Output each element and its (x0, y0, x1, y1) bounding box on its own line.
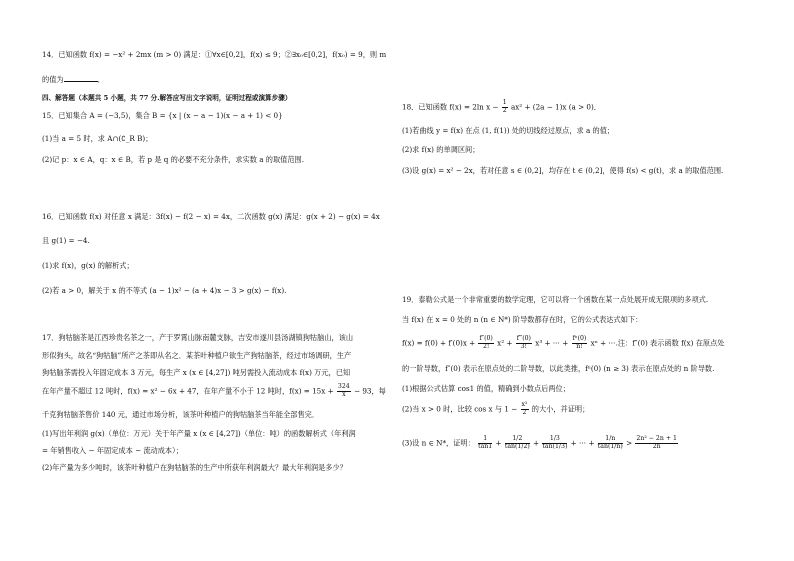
q16-line2: 且 g(1) = −4. (42, 236, 90, 245)
fraction-denominator: tan(1/3) (542, 442, 568, 450)
term-2 (505, 436, 530, 451)
q19-line5: (1)根据公式估算 cos1 的值，精确到小数点后两位； (402, 384, 570, 393)
fraction-denominator: x (342, 390, 346, 398)
q17-line6: (1)写出年利润 g(x)（单位：万元）关于年产量 x (x ∈ [4,27])（单位：吨）的函数解析式（年利润 (42, 429, 356, 438)
fraction-denominator: tan1 (478, 442, 493, 450)
fraction-numerator: 1 (478, 436, 492, 444)
fraction-324-over-x (337, 384, 351, 399)
q16-line4: (2)若 a > 0，解关于 x 的不等式 (a − 1)x² − (a + 4)x − 3 > g(x) − f(x). (42, 286, 287, 295)
q16-line1: 16．已知函数 f(x) 对任意 x 满足：3f(x) − f(2 − x) = 4x，二次函数 g(x) 满足：g(x + 2) − g(x) = 4x (42, 212, 380, 221)
q18-line1-a: 18．已知函数 f(x) = 2ln x − (402, 102, 499, 112)
answer-blank (64, 75, 98, 82)
q18-line1-b: ax² + (2a − 1)x (a > 0)． (510, 102, 601, 112)
term-3 (542, 436, 567, 451)
q14-line2-suffix: ． (97, 75, 105, 84)
q17-line1: 17．狗牯脑茶是江西珍贵名茶之一，产于罗霄山脉南麓支脉，吉安市遂川县汤湖镇狗牯脑山，该山 (42, 333, 354, 342)
q17-line5: 千克狗牯脑茶售价 140 元，通过市场分析，该茶叶种植户的狗牯脑茶当年能全部售完． (42, 410, 320, 419)
fraction-denominator: tan(1/2) (504, 442, 530, 450)
q17-line3: 狗牯脑茶需投入年固定成本 3 万元，每生产 x (x ∈ [4,27]) 吨另需投入流动成本 f(x) 万元，已知 (42, 368, 351, 377)
taylor-c: x³ + ⋯ + (535, 338, 569, 348)
fraction-denominator: tan(1/n) (597, 442, 623, 450)
fraction-denominator: 2! (482, 342, 490, 350)
fraction-x-squared-half (521, 402, 529, 417)
fraction-numerator: fⁿ(0) (572, 335, 587, 342)
plus-sign: + (533, 438, 540, 448)
q18-line4: (3)设 g(x) = x² − 2x，若对任意 s ∈ (0,2]，均存在 t ∈ (0,2]，使得 f(s) < g(t)，求 a 的取值范围. (402, 166, 724, 175)
fraction-numerator: f‴(0) (516, 335, 531, 342)
q17-line8: (2)年产量为多少吨时，该茶叶种植户在狗牯脑茶的生产中所获年利润最大？最大年利润是多少？ (42, 463, 347, 472)
fraction-numerator: 1/n (598, 436, 623, 444)
q19-line7 (402, 436, 679, 451)
q19-line7-a: (3)设 n ∈ N*，证明： (402, 438, 475, 448)
fraction-third-derivative (516, 336, 532, 351)
q18-line1 (402, 100, 601, 115)
taylor-b: x² + (497, 338, 513, 348)
q17-line7: = 年销售收入 − 年固定成本 − 流动成本）； (42, 446, 183, 455)
term-1 (478, 436, 492, 451)
ellipsis-sum: + ⋯ + (570, 438, 595, 448)
q19-line6-a: (2)当 x > 0 时，比较 cos x 与 1 − (402, 404, 518, 414)
q18-line2: (1)若曲线 y = f(x) 在点 (1, f(1)) 处的切线经过原点，求 a 的值； (402, 126, 615, 135)
fraction-numerator: 324 (337, 383, 350, 390)
greater-than: > (626, 438, 633, 448)
q19-line1: 19．泰勒公式是一个非常重要的数学定理，它可以将一个函数在某一点处展开成无限项的多项式. (402, 295, 709, 304)
fraction-numerator: 1 (502, 99, 507, 106)
q19-line6 (402, 402, 589, 417)
q14-line2 (42, 75, 105, 85)
fraction-denominator: n! (576, 342, 583, 350)
term-n (598, 436, 623, 451)
taylor-d: xⁿ + ⋯.注：f″(0) 表示函数 f(x) 在原点处 (590, 338, 725, 348)
q19-line4: 的一阶导数，f″(0) 表示在原点处的二阶导数，以此类推，fⁿ(0) (n ≥ 3) 表示在原点处的 n 阶导数. (402, 364, 715, 373)
rhs-fraction (635, 436, 678, 451)
q19-line2: 当 f(x) 在 x = 0 处的 n (n ∈ N*) 阶导数都存在时，它的公式表达式如下： (402, 315, 643, 324)
q15-line3: (2)记 p：x ∈ A，q：x ∈ B，若 p 是 q 的必要不充分条件，求实数 a 的取值范围. (42, 155, 305, 164)
fraction-numerator: 1/3 (542, 436, 567, 444)
q14-line1: 14．已知函数 f(x) = −x² + 2mx (m > 0) 满足：①∀x∈[0,2]，f(x) ≤ 9；②∃x₀∈[0,2]，f(x₀) = 9，则 m (42, 50, 387, 59)
fraction-numerator: 2n² − 2n + 1 (636, 435, 677, 442)
q17-line2: 形似狗头，故名“狗牯脑”所产之茶即从名之．某茶叶种植户欲生产狗牯脑茶，经过市场调研，生产 (42, 351, 352, 360)
fraction-nth-derivative (572, 336, 588, 351)
fraction-denominator: 3! (520, 342, 528, 350)
fraction-numerator: x² (521, 401, 528, 408)
q17-line4-a: 在年产量不超过 12 吨时，f(x) = x² − 6x + 47，在年产量不小于 12 吨时，f(x) = 15x + (42, 386, 334, 396)
fraction-second-derivative (478, 336, 493, 351)
fraction-denominator: 2 (522, 408, 527, 416)
fraction-numerator: 1/2 (505, 436, 530, 444)
plus-sign: + (495, 438, 502, 448)
q19-line3 (402, 336, 724, 351)
q15-line1: 15．已知集合 A = (−3,5)，集合 B = {x | (x − a − 1)(x − a + 1) < 0} (42, 111, 283, 120)
fraction-numerator: f″(0) (479, 335, 493, 342)
fraction-one-half (502, 100, 508, 115)
q16-line3: (1)求 f(x)，g(x) 的解析式； (42, 261, 134, 270)
section-heading: 四、解答题（本题共 5 小题，共 77 分.解答应写出文字说明，证明过程或演算步骤） (42, 94, 292, 102)
q18-line3: (2)求 f(x) 的单调区间； (402, 145, 480, 154)
fraction-denominator: 2n (652, 442, 661, 450)
q17-line4-b: − 93，每 (354, 386, 386, 396)
q14-line2-prefix: 的值为 (42, 75, 64, 84)
fraction-denominator: 2 (502, 106, 507, 114)
q19-line6-b: 的大小，并证明； (531, 404, 590, 414)
taylor-a: f(x) = f(0) + f′(0)x + (402, 338, 476, 348)
q15-line2: (1)当 a = 5 时，求 A∩(∁_R B)； (42, 134, 153, 143)
q17-line4 (42, 384, 386, 399)
